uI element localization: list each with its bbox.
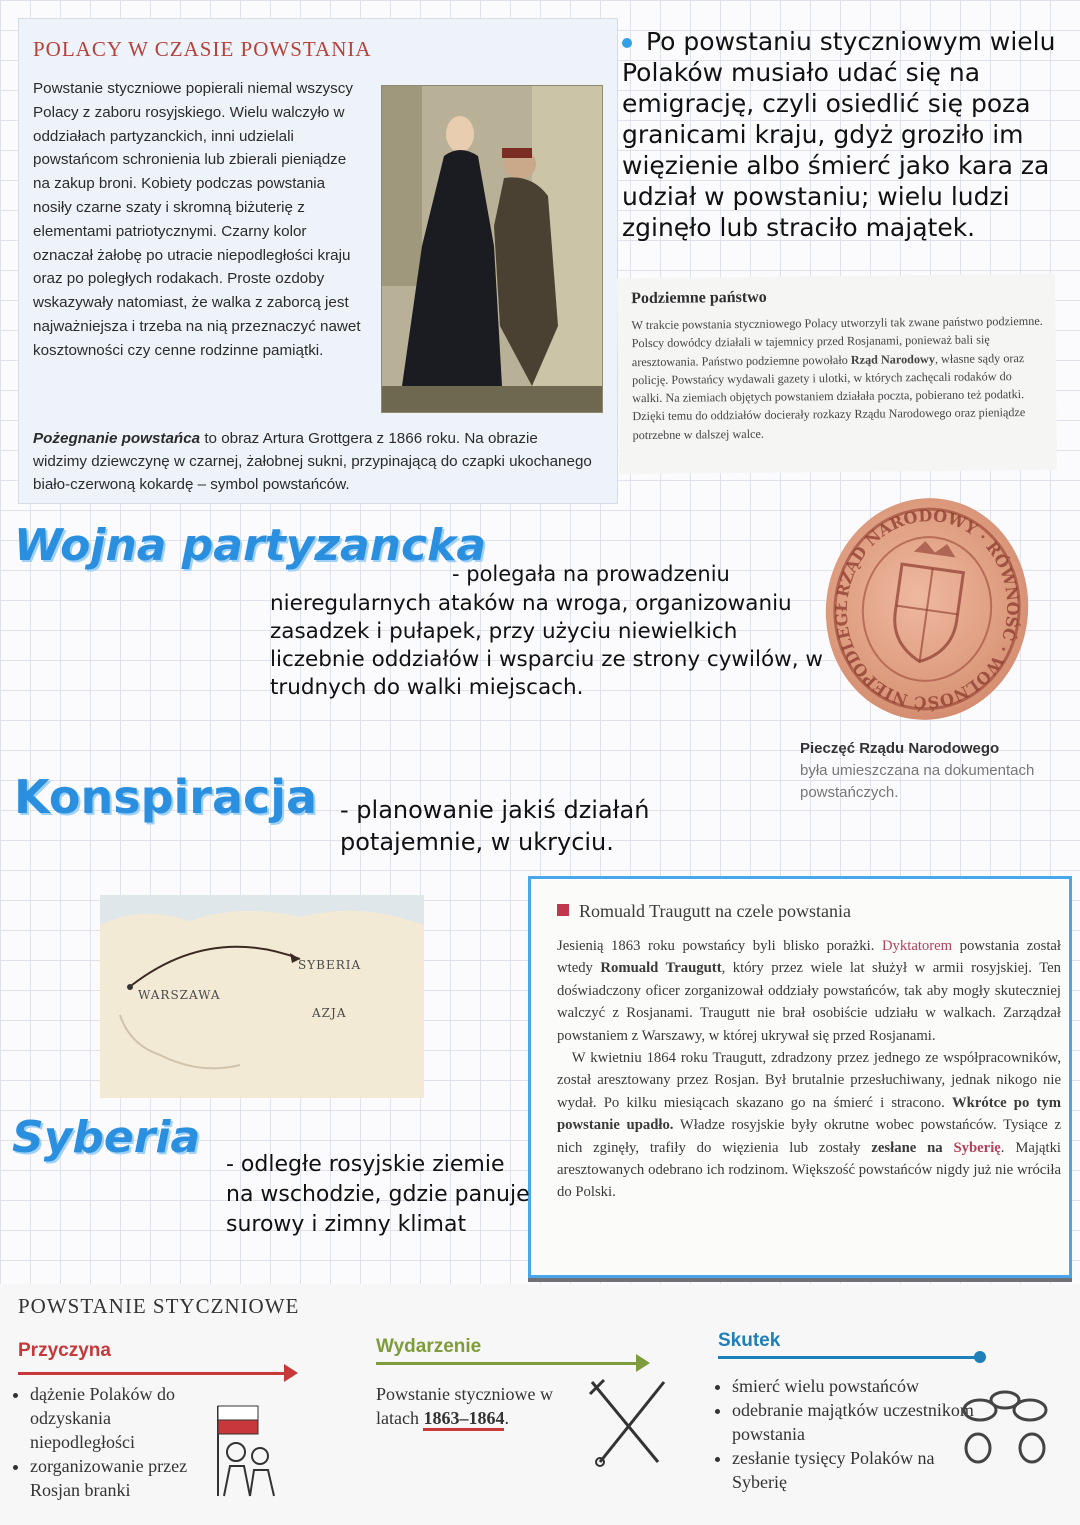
podziemne-body-part: , własne sądy oraz policję. Powstańcy wydawali gazety i ulotki, w których zachęcali rodaków do walki. Na ziemiach objętych powstaniem działała poczta, pobierano też podatki. Dzięki temu do oddziałów docierały rozkazy Rządu Narodowego oraz pieniądze potrzebne w dalszej walce. bbox=[631, 350, 1026, 442]
polacy-title: POLACY W CZASIE POWSTANIA bbox=[33, 37, 372, 61]
note-emigracja-text: Po powstaniu styczniowym wielu Polaków musiało udać się na emigrację, czyli osiedlić się poza granicami kraju, gdyż groziło im więzienie albo śmierć jako kara za udział w powstaniu; wielu ludzi zginęło lub straciło majątek. bbox=[622, 27, 1056, 242]
arrow-right-icon bbox=[636, 1354, 650, 1372]
powstanie-box bbox=[0, 1284, 1080, 1525]
arrow-right-icon bbox=[284, 1364, 298, 1382]
traugutt-highlight: Syberię bbox=[953, 1139, 1001, 1156]
podziemne-body-bold: Rząd Narodowy bbox=[850, 351, 935, 367]
map-label-warszawa: WARSZAWA bbox=[138, 988, 221, 1002]
traugutt-text: W kwietniu 1864 roku Traugutt, zdradzony przez jednego ze współpracowników, został aresztowany przez Rosjan. Był brutalnie przesłuchiwany, jednak nikogo nie wydał. Po kilku miesiącach skazano go na śmierć i stracono. bbox=[557, 1050, 1061, 1111]
traugutt-bold: Wkrótce po tym powstanie upadło. bbox=[557, 1094, 1061, 1134]
col-przyczyna-line bbox=[18, 1372, 288, 1375]
list-item: • dążenie Polaków do odzyskania niepodległości bbox=[30, 1382, 210, 1454]
list-item: • odebranie majątków uczestnikom powstania bbox=[732, 1398, 982, 1446]
caption-title: Pożegnanie powstańca bbox=[33, 430, 201, 447]
chains-icon bbox=[950, 1370, 1060, 1480]
polacy-body: Powstanie styczniowe popierali niemal wszyscy Polacy z zaboru rosyjskiego. Wielu walczyło w oddziałach partyzanckich, inni udzielali powstańcom schronienia lub zbierali pieniądze na zakup broni. Kobiety podczas powstania nosiły czarne szaty i skromną biżuterię z elementami patriotycznymi. Czarny kolor oznaczał żałobę po utracie niepodległości kraju oraz po poległych rodakach. Proste ozdoby wskazywały natomiast, że walka z zaborcą jest najważniejsza i trzeba na nią przeznaczyć nawet kosztowności czy cenne rodzinne pamiątki. bbox=[33, 80, 361, 359]
term-konspiracja: Konspiracja bbox=[14, 770, 318, 824]
podziemne-title: Podziemne państwo bbox=[631, 288, 767, 308]
col-wydarzenie-text: Powstanie styczniowe w latach 1863–1864. bbox=[376, 1382, 596, 1430]
svg-text:RZĄD NARODOWY · RÓWNOŚĆ · WOLN bbox=[812, 485, 1040, 726]
caption-text: to obraz Artura Grottgera z 1866 roku. Na obrazie widzimy dziewczynę w czarnej, żałobnej sukni, przypinającą do czapki ukochanego biało-czerwoną kokardę – symbol powstańców. bbox=[33, 430, 592, 493]
col-wydarzenie-line bbox=[376, 1362, 640, 1365]
list-item: • śmierć wielu powstańców bbox=[732, 1374, 982, 1398]
traugutt-text: powstania został wtedy bbox=[557, 938, 1062, 977]
traugutt-box bbox=[528, 876, 1072, 1278]
traugutt-bold: zesłane na bbox=[871, 1139, 954, 1156]
seal-caption bbox=[800, 738, 1060, 804]
map-syberia bbox=[100, 895, 424, 1098]
crossed-weapons-icon bbox=[586, 1376, 670, 1468]
podziemne-body bbox=[631, 312, 1044, 444]
list-item: • zorganizowanie przez Rosjan branki bbox=[30, 1454, 210, 1502]
col-skutek-head: Skutek bbox=[718, 1330, 781, 1351]
def-syberia: - odległe rosyjskie ziemie na wschodzie, gdzie panuje surowy i zimny klimat bbox=[226, 1152, 530, 1237]
wydarzenie-text: Powstanie styczniowe w latach bbox=[376, 1384, 553, 1428]
traugutt-bold: Romuald Traugutt bbox=[600, 960, 722, 977]
traugutt-title bbox=[557, 901, 851, 922]
traugutt-text: , który przez wiele lat służył w armii rosyjskiej. Ten doświadczony oficer zorganizował oddziały powstańców, tak aby mogły skuteczniej walczyć z Rosjanami. Traugutt nie brał osobiście udziału w walkach. Zarządzał powstaniem z Warszawy, w której ukrywał się przed Rosjanami. bbox=[557, 960, 1062, 1044]
painting-pozegnanie-powstanca bbox=[381, 85, 603, 413]
col-skutek-line bbox=[718, 1356, 978, 1359]
bullet-dot-icon bbox=[622, 38, 632, 48]
traugutt-body bbox=[557, 935, 1061, 1204]
seal-caption-title: Pieczęć Rządu Narodowego bbox=[800, 740, 1000, 757]
def-konspiracja: - planowanie jakiś działań potajemnie, w ukryciu. bbox=[340, 796, 650, 856]
traugutt-text: . Majątki aresztowanych odebrano ich rodzinom. Większość powstańców nigdy już nie wróciła do Polski. bbox=[557, 1139, 1061, 1201]
seal-caption-text: była umieszczana na dokumentach powstańczych. bbox=[800, 762, 1035, 801]
square-bullet-icon bbox=[557, 904, 569, 916]
polacy-box bbox=[18, 18, 618, 504]
podziemne-body-part: W trakcie powstania styczniowego Polacy utworzyli tak zwane państwo podziemne. Polscy dowódcy działali w tajemnicy przed Rosjanami, ponieważ bali się aresztowania. Państwo podziemne powołało bbox=[631, 313, 1043, 369]
col-skutek-list bbox=[712, 1374, 982, 1494]
insurgents-icon bbox=[196, 1396, 286, 1506]
end-dot-icon bbox=[974, 1351, 986, 1363]
wydarzenie-years: 1863–1864 bbox=[423, 1408, 504, 1431]
def-wojna-2: nieregularnych ataków na wroga, organizowaniu zasadzek i pułapek, przy użyciu niewielkich liczebnie oddziałów i wsparciu ze strony cywilów, w trudnych do walki miejscach. bbox=[270, 591, 823, 700]
map-label-azja: AZJA bbox=[312, 1006, 347, 1020]
polacy-caption bbox=[33, 427, 593, 496]
traugutt-text: Władze rosyjskie były okrutne wobec powstańców. Tysiące z nich zginęły, trafiły do więzienia lub zostały bbox=[557, 1117, 1061, 1156]
map-label-syberia: SYBERIA bbox=[298, 958, 362, 972]
traugutt-highlight: Dyktatorem bbox=[881, 938, 953, 954]
powstanie-title: POWSTANIE STYCZNIOWE bbox=[18, 1294, 300, 1318]
list-item: • zesłanie tysięcy Polaków na Syberię bbox=[732, 1446, 982, 1494]
traugutt-text: Jesienią 1863 roku powstańcy byli blisko porażki. bbox=[557, 938, 882, 954]
traugutt-title-text: Romuald Traugutt na czele powstania bbox=[579, 901, 851, 921]
seal-rzad-narodowy bbox=[812, 485, 1043, 733]
def-wojna-1: - polegała na prowadzeniu bbox=[452, 562, 730, 586]
podziemne-box bbox=[617, 274, 1057, 475]
note-emigracja bbox=[622, 26, 1080, 243]
seal-ring-text: RZĄD NARODOWY · RÓWNOŚĆ · WOLNOŚĆ NIEPODLEGŁOŚĆ bbox=[831, 505, 1023, 713]
col-przyczyna-list bbox=[12, 1382, 210, 1502]
col-wydarzenie-head: Wydarzenie bbox=[376, 1336, 482, 1357]
term-wojna-partyzancka: Wojna partyzancka bbox=[14, 520, 487, 571]
col-przyczyna-head: Przyczyna bbox=[18, 1340, 111, 1361]
term-syberia: Syberia bbox=[12, 1112, 201, 1163]
